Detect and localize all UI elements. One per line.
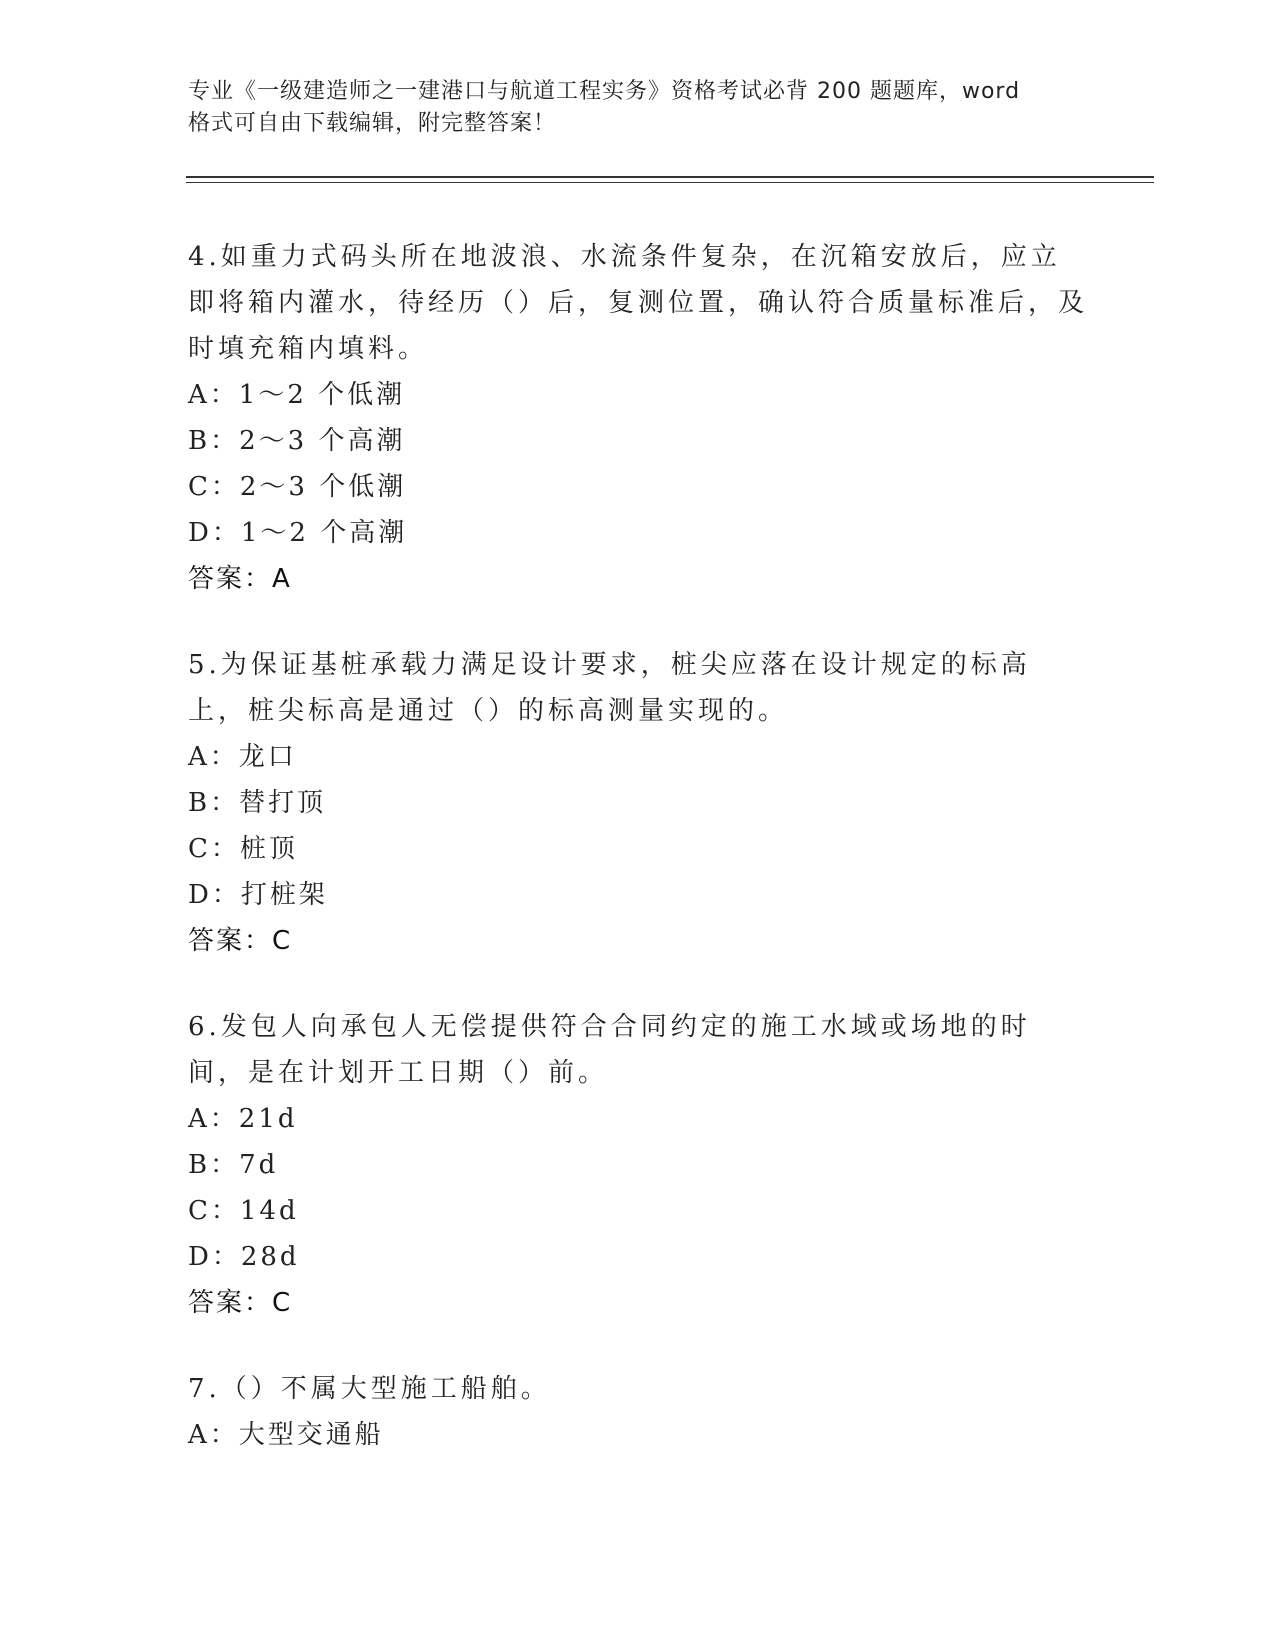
option-d: D：28d (188, 1242, 300, 1272)
question-text: 4.如重力式码头所在地波浪、水流条件复杂，在沉箱安放后，应立即将箱内灌水，待经历（）后，复测位置，确认符合质量标准后，及时填充箱内填料。 (188, 242, 1089, 364)
document-header (188, 76, 1088, 140)
option-c: C：14d (188, 1196, 299, 1226)
question-text: 5.为保证基桩承载力满足设计要求，桩尖应落在设计规定的标高上，桩尖标高是通过（）的标高测量实现的。 (188, 650, 1031, 726)
option-d: D：打桩架 (188, 880, 328, 910)
question-text: 6.发包人向承包人无偿提供符合合同约定的施工水域或场地的时间，是在计划开工日期（）前。 (188, 1012, 1031, 1088)
answer-label: 答案：A (188, 564, 292, 594)
option-a: A：大型交通船 (188, 1420, 384, 1450)
header-divider-thick (186, 176, 1154, 178)
answer-label: 答案：C (188, 1288, 293, 1318)
header-line-2: 格式可自由下载编辑，附完整答案！ (188, 111, 557, 136)
answer-label: 答案：C (188, 926, 293, 956)
header-line-1: 专业《一级建造师之一建港口与航道工程实务》资格考试必背 200 题题库，word (188, 79, 1021, 104)
question-5 (188, 642, 1088, 964)
option-a: A：龙口 (188, 742, 297, 772)
option-c: C：2～3 个低潮 (188, 472, 407, 502)
question-6 (188, 1004, 1088, 1326)
option-b: B：替打顶 (188, 788, 327, 818)
option-a: A：1～2 个低潮 (188, 380, 406, 410)
option-c: C：桩顶 (188, 834, 298, 864)
question-list (188, 234, 1088, 1498)
option-b: B：2～3 个高潮 (188, 426, 406, 456)
option-a: A：21d (188, 1104, 298, 1134)
header-divider-thin (186, 182, 1154, 183)
question-4 (188, 234, 1088, 602)
option-b: B：7d (188, 1150, 279, 1180)
question-7 (188, 1366, 1088, 1458)
option-d: D：1～2 个高潮 (188, 518, 408, 548)
question-text: 7.（）不属大型施工船舶。 (188, 1374, 551, 1404)
